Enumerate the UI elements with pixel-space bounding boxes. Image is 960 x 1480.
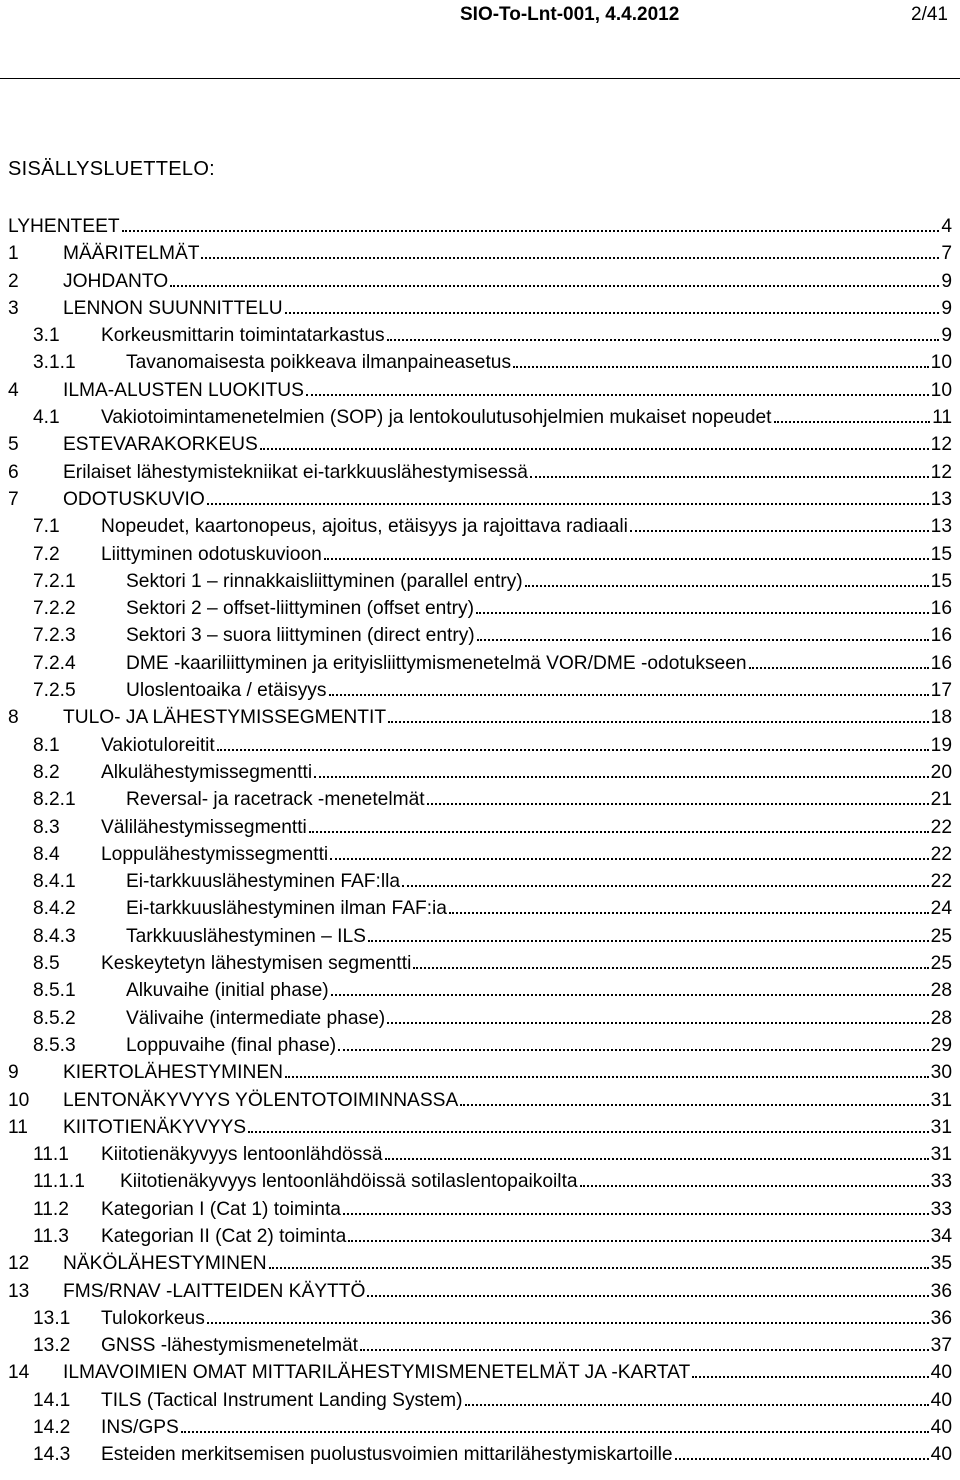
toc-entry-page: 33: [930, 1198, 952, 1220]
toc-entry-label: Tulokorkeus: [101, 1307, 205, 1329]
toc-entry-page: 17: [930, 680, 952, 702]
toc-entry[interactable]: [0, 1195, 960, 1222]
header-rule: [0, 78, 960, 79]
toc-leader-dots: [465, 1386, 929, 1406]
toc-leader-dots: [449, 894, 929, 914]
toc-entry-page: 12: [930, 434, 952, 456]
toc-entry-page: 40: [930, 1389, 952, 1411]
toc-entry[interactable]: [0, 1113, 960, 1140]
toc-entry-page: 37: [930, 1335, 952, 1357]
toc-entry-page: 16: [930, 598, 952, 620]
toc-leader-dots: [248, 1113, 929, 1133]
toc-entry-number: 11.1.1: [33, 1171, 85, 1193]
toc-entry-label: Sektori 3 – suora liittyminen (direct entry): [126, 625, 475, 647]
toc-entry-label: Korkeusmittarin toimintatarkastus: [101, 325, 385, 347]
toc-entry-page: 21: [930, 789, 952, 811]
toc-entry-label: DME -kaariliittyminen ja erityisliittymismenetelmä VOR/DME -odotukseen: [126, 652, 747, 674]
toc-entry-page: 29: [930, 1034, 952, 1056]
toc-entry-number: 11: [8, 1116, 28, 1138]
toc-entry-label: Vakiotoimintamenetelmien (SOP) ja lentokoulutusohjelmien mukaiset nopeudet: [101, 407, 772, 429]
toc-entry-label: Vakiotuloreitit: [101, 734, 215, 756]
toc-entry-page: 31: [930, 1144, 952, 1166]
toc-entry-label: TILS (Tactical Instrument Landing System): [101, 1389, 463, 1411]
toc-leader-dots: [201, 239, 939, 259]
toc-entry-number: 11.3: [33, 1225, 69, 1247]
toc-entry-page: 22: [930, 816, 952, 838]
toc-entry-label: Alkulähestymissegmentti: [101, 761, 313, 783]
toc-entry-label: INS/GPS: [101, 1417, 179, 1439]
toc-leader-dots: [385, 1140, 929, 1160]
toc-entry-label: NÄKÖLÄHESTYMINEN: [63, 1253, 267, 1275]
toc-entry[interactable]: [0, 567, 960, 594]
toc-entry[interactable]: [0, 922, 960, 949]
toc-entry-number: 3: [8, 297, 19, 319]
toc-entry-label: Reversal- ja racetrack -menetelmät: [126, 789, 425, 811]
toc-entry-page: 4: [941, 216, 952, 237]
toc-entry-label: Loppuvaihe (final phase): [126, 1034, 337, 1056]
toc-entry-number: 8.3: [33, 816, 60, 838]
toc-entry-label: Kategorian I (Cat 1) toiminta: [101, 1198, 341, 1220]
toc-leader-dots: [207, 1304, 929, 1324]
toc-entry-number: 8.5.1: [33, 980, 76, 1002]
toc-entry-number: 13.2: [33, 1335, 71, 1357]
toc-leader-dots: [170, 267, 939, 287]
toc-entry-number: 7.2.5: [33, 680, 76, 702]
toc-leader-dots: [314, 758, 929, 778]
toc-leader-dots: [309, 813, 929, 833]
toc-entry-label: Kategorian II (Cat 2) toiminta: [101, 1225, 347, 1247]
toc-entry[interactable]: [0, 894, 960, 921]
toc-entry-number: 11.1: [33, 1144, 69, 1166]
toc-title: SISÄLLYSLUETTELO:: [8, 158, 216, 180]
toc-entry-label: Esteiden merkitsemisen puolustusvoimien mittarilähestymiskartoille: [101, 1444, 673, 1466]
toc-leader-dots: [460, 1086, 928, 1106]
toc-entry-label: Välivaihe (intermediate phase): [126, 1007, 386, 1029]
toc-leader-dots: [525, 567, 929, 587]
toc-entry-label: LYHENTEET: [8, 216, 120, 237]
toc-leader-dots: [476, 594, 929, 614]
toc-entry-number: 1: [8, 243, 19, 265]
toc-entry[interactable]: [0, 376, 960, 403]
toc-entry-page: 36: [930, 1280, 952, 1302]
toc-entry-number: 14.2: [33, 1417, 71, 1439]
toc-leader-dots: [477, 621, 929, 641]
toc-entry-label: Nopeudet, kaartonopeus, ajoitus, etäisyys ja rajoittava radiaali: [101, 516, 628, 538]
toc-entry-label: Keskeytetyn lähestymisen segmentti: [101, 953, 412, 975]
toc-entry[interactable]: [0, 1277, 960, 1304]
toc-entry-label: LENTONÄKYVYYS YÖLENTOTOIMINNASSA: [63, 1089, 459, 1111]
toc-entry-number: 12: [8, 1253, 30, 1275]
toc-entry-page: 10: [930, 352, 952, 374]
toc-entry[interactable]: [0, 1167, 960, 1194]
toc-leader-dots: [368, 922, 929, 942]
toc-entry-page: 35: [930, 1253, 952, 1275]
toc-entry-label: Ei-tarkkuuslähestyminen ilman FAF:ia: [126, 898, 447, 920]
toc-entry-number: 8.4.3: [33, 925, 76, 947]
toc-entry[interactable]: [0, 1140, 960, 1167]
toc-leader-dots: [285, 1058, 929, 1078]
page-header: [0, 0, 960, 80]
toc-leader-dots: [388, 703, 929, 723]
toc-entry-label: ILMA-ALUSTEN LUOKITUS: [63, 379, 304, 401]
toc-entry-label: Ei-tarkkuuslähestyminen FAF:lla: [126, 871, 401, 893]
toc-entry-label: KIITOTIENÄKYVYYS: [63, 1116, 247, 1138]
toc-leader-dots: [749, 649, 929, 669]
toc-entry[interactable]: [0, 1304, 960, 1331]
toc-leader-dots: [330, 840, 928, 860]
toc-entry-number: 2: [8, 270, 19, 292]
toc-leader-dots: [580, 1167, 929, 1187]
toc-entry[interactable]: [0, 403, 960, 430]
toc-entry-number: 7.2.4: [33, 652, 76, 674]
toc-entry[interactable]: [0, 949, 960, 976]
toc-entry-page: 31: [930, 1089, 952, 1111]
toc-leader-dots: [675, 1440, 929, 1460]
toc-entry-number: 7: [8, 488, 19, 510]
toc-leader-dots: [530, 458, 929, 478]
toc-entry-page: 12: [930, 461, 952, 483]
toc-entry-label: Alkuvaihe (initial phase): [126, 980, 329, 1002]
toc-entry-page: 33: [930, 1171, 952, 1193]
toc-entry[interactable]: [0, 1358, 960, 1385]
toc-entry-label: MÄÄRITELMÄT: [63, 243, 200, 265]
toc-entry-number: 8.1: [33, 734, 60, 756]
toc-entry[interactable]: [0, 1004, 960, 1031]
toc-entry-page: 13: [930, 516, 952, 538]
toc-leader-dots: [387, 321, 940, 341]
toc-leader-dots: [413, 949, 928, 969]
toc-entry-number: 7.2.2: [33, 598, 76, 620]
toc-entry-label: GNSS -lähestymismenetelmät: [101, 1335, 358, 1357]
toc-leader-dots: [348, 1222, 928, 1242]
toc-entry-label: KIERTOLÄHESTYMINEN: [63, 1062, 283, 1084]
toc-entry-page: 16: [930, 625, 952, 647]
toc-entry[interactable]: [0, 813, 960, 840]
toc-entry-number: 5: [8, 434, 19, 456]
toc-leader-dots: [692, 1358, 928, 1378]
toc-entry-page: 40: [930, 1417, 952, 1439]
toc-entry-page: 9: [941, 325, 952, 347]
toc-entry-page: 34: [930, 1225, 952, 1247]
toc-leader-dots: [367, 1277, 928, 1297]
toc-entry-number: 11.2: [33, 1198, 69, 1220]
toc-entry[interactable]: [0, 1386, 960, 1413]
toc-entry-label: FMS/RNAV -LAITTEIDEN KÄYTTÖ: [63, 1280, 366, 1302]
toc-entry-label: Erilaiset lähestymistekniikat ei-tarkkuuslähestymisessä: [63, 461, 528, 483]
toc-entry-page: 40: [930, 1444, 952, 1466]
toc-leader-dots: [630, 512, 929, 532]
toc-leader-dots: [306, 376, 929, 396]
toc-leader-dots: [324, 540, 929, 560]
toc-entry[interactable]: [0, 867, 960, 894]
toc-entry-number: 8.5.2: [33, 1007, 76, 1029]
toc-entry-number: 8.2.1: [33, 789, 76, 811]
toc-leader-dots: [774, 403, 931, 423]
toc-entry-page: 30: [930, 1062, 952, 1084]
toc-entry-label: Uloslentoaika / etäisyys: [126, 680, 327, 702]
toc-entry-number: 10: [8, 1089, 30, 1111]
toc-entry-number: 6: [8, 461, 19, 483]
toc-entry[interactable]: [0, 267, 960, 294]
toc-leader-dots: [285, 294, 940, 314]
toc-entry-page: 31: [930, 1116, 952, 1138]
table-of-contents: [0, 212, 960, 1468]
toc-entry-label: Tarkkuuslähestyminen – ILS: [126, 925, 366, 947]
toc-leader-dots: [513, 348, 929, 368]
toc-entry[interactable]: [0, 731, 960, 758]
toc-entry[interactable]: [0, 976, 960, 1003]
toc-entry-page: 7: [941, 243, 952, 265]
toc-entry-page: 25: [930, 925, 952, 947]
toc-entry-label: LENNON SUUNNITTELU: [63, 297, 283, 319]
toc-leader-dots: [260, 430, 929, 450]
toc-entry-page: 10: [930, 379, 952, 401]
toc-entry-page: 28: [930, 980, 952, 1002]
toc-entry-label: Loppulähestymissegmentti: [101, 843, 329, 865]
toc-entry-number: 4.1: [33, 407, 60, 429]
toc-entry[interactable]: [0, 1086, 960, 1113]
toc-entry-number: 13.1: [33, 1307, 71, 1329]
toc-entry-label: Tavanomaisesta poikkeava ilmanpaineasetus: [126, 352, 512, 374]
toc-entry-page: 18: [930, 707, 952, 729]
toc-leader-dots: [387, 1004, 928, 1024]
toc-entry[interactable]: [0, 239, 960, 266]
toc-entry-label: Välilähestymissegmentti: [101, 816, 307, 838]
toc-entry[interactable]: [0, 785, 960, 812]
toc-entry[interactable]: [0, 294, 960, 321]
toc-entry-label: TULO- JA LÄHESTYMISSEGMENTIT: [63, 707, 387, 729]
toc-entry-number: 7.2.3: [33, 625, 76, 647]
toc-entry[interactable]: [0, 1440, 960, 1467]
toc-entry-label: ESTEVARAKORKEUS: [63, 434, 258, 456]
toc-entry[interactable]: [0, 758, 960, 785]
toc-entry-page: 22: [930, 843, 952, 865]
toc-entry[interactable]: [0, 1413, 960, 1440]
toc-entry-page: 15: [930, 543, 952, 565]
toc-entry[interactable]: [0, 348, 960, 375]
toc-entry[interactable]: [0, 485, 960, 512]
toc-leader-dots: [338, 1031, 929, 1051]
toc-entry-number: 8.4: [33, 843, 60, 865]
toc-entry[interactable]: [0, 1331, 960, 1358]
toc-entry-number: 13: [8, 1280, 30, 1302]
toc-entry[interactable]: [0, 703, 960, 730]
toc-entry-page: 19: [930, 734, 952, 756]
toc-entry[interactable]: [0, 649, 960, 676]
toc-entry-number: 3.1: [33, 325, 60, 347]
toc-leader-dots: [331, 976, 929, 996]
toc-entry-label: Sektori 2 – offset-liittyminen (offset entry): [126, 598, 475, 620]
toc-entry-number: 14.1: [33, 1389, 71, 1411]
toc-entry[interactable]: [0, 594, 960, 621]
toc-entry-page: 25: [930, 953, 952, 975]
toc-entry-number: 8.5.3: [33, 1034, 76, 1056]
toc-leader-dots: [217, 731, 929, 751]
toc-entry-number: 8.2: [33, 761, 60, 783]
toc-entry[interactable]: [0, 1222, 960, 1249]
toc-entry-label: Kiitotienäkyvyys lentoonlähdössä: [101, 1144, 383, 1166]
toc-entry-page: 40: [930, 1362, 952, 1384]
toc-leader-dots: [343, 1195, 929, 1215]
toc-entry-label: ODOTUSKUVIO: [63, 488, 205, 510]
toc-entry-number: 14: [8, 1362, 30, 1384]
toc-entry-page: 28: [930, 1007, 952, 1029]
toc-entry-number: 7.2: [33, 543, 60, 565]
toc-leader-dots: [360, 1331, 929, 1351]
toc-entry-number: 14.3: [33, 1444, 71, 1466]
toc-leader-dots: [122, 212, 940, 232]
toc-entry[interactable]: [0, 1058, 960, 1085]
toc-entry[interactable]: [0, 321, 960, 348]
toc-entry-number: 9: [8, 1062, 19, 1084]
toc-entry-number: 8.5: [33, 953, 60, 975]
toc-entry-number: 8.4.2: [33, 898, 76, 920]
toc-entry-number: 8: [8, 707, 19, 729]
toc-entry[interactable]: [0, 430, 960, 457]
toc-entry-page: 9: [941, 270, 952, 292]
toc-entry[interactable]: [0, 540, 960, 567]
toc-entry-page: 15: [930, 570, 952, 592]
toc-entry-label: Kiitotienäkyvyys lentoonlähdöissä sotilaslentopaikoilta: [120, 1171, 578, 1193]
toc-entry-page: 22: [930, 871, 952, 893]
toc-leader-dots: [329, 676, 929, 696]
toc-entry-page: 16: [930, 652, 952, 674]
toc-entry-page: 20: [930, 761, 952, 783]
toc-leader-dots: [427, 785, 929, 805]
toc-entry-page: 24: [930, 898, 952, 920]
toc-entry-page: 36: [930, 1307, 952, 1329]
toc-entry-number: 7.2.1: [33, 570, 76, 592]
toc-entry[interactable]: [0, 512, 960, 539]
toc-leader-dots: [269, 1249, 929, 1269]
toc-entry[interactable]: [0, 621, 960, 648]
toc-entry-label: Liittyminen odotuskuvioon: [101, 543, 322, 565]
toc-leader-dots: [181, 1413, 929, 1433]
toc-entry-page: 13: [930, 488, 952, 510]
toc-entry[interactable]: [0, 1031, 960, 1058]
toc-entry[interactable]: [0, 212, 960, 239]
toc-leader-dots: [402, 867, 929, 887]
page-number: 2/41: [911, 4, 948, 25]
toc-entry-number: 4: [8, 379, 19, 401]
toc-entry-number: 3.1.1: [33, 352, 76, 374]
toc-entry-number: 7.1: [33, 516, 60, 538]
toc-entry-label: Sektori 1 – rinnakkaisliittyminen (parallel entry): [126, 570, 523, 592]
toc-entry[interactable]: [0, 458, 960, 485]
document-id: SIO-To-Lnt-001, 4.4.2012: [460, 4, 680, 25]
toc-entry[interactable]: [0, 840, 960, 867]
toc-entry-page: 9: [941, 297, 952, 319]
toc-entry-page: 11: [932, 407, 952, 429]
toc-entry-number: 8.4.1: [33, 871, 76, 893]
toc-leader-dots: [207, 485, 929, 505]
toc-entry[interactable]: [0, 1249, 960, 1276]
toc-entry-label: JOHDANTO: [63, 270, 169, 292]
toc-entry-label: ILMAVOIMIEN OMAT MITTARILÄHESTYMISMENETELMÄT JA -KARTAT: [63, 1362, 691, 1384]
toc-entry[interactable]: [0, 676, 960, 703]
